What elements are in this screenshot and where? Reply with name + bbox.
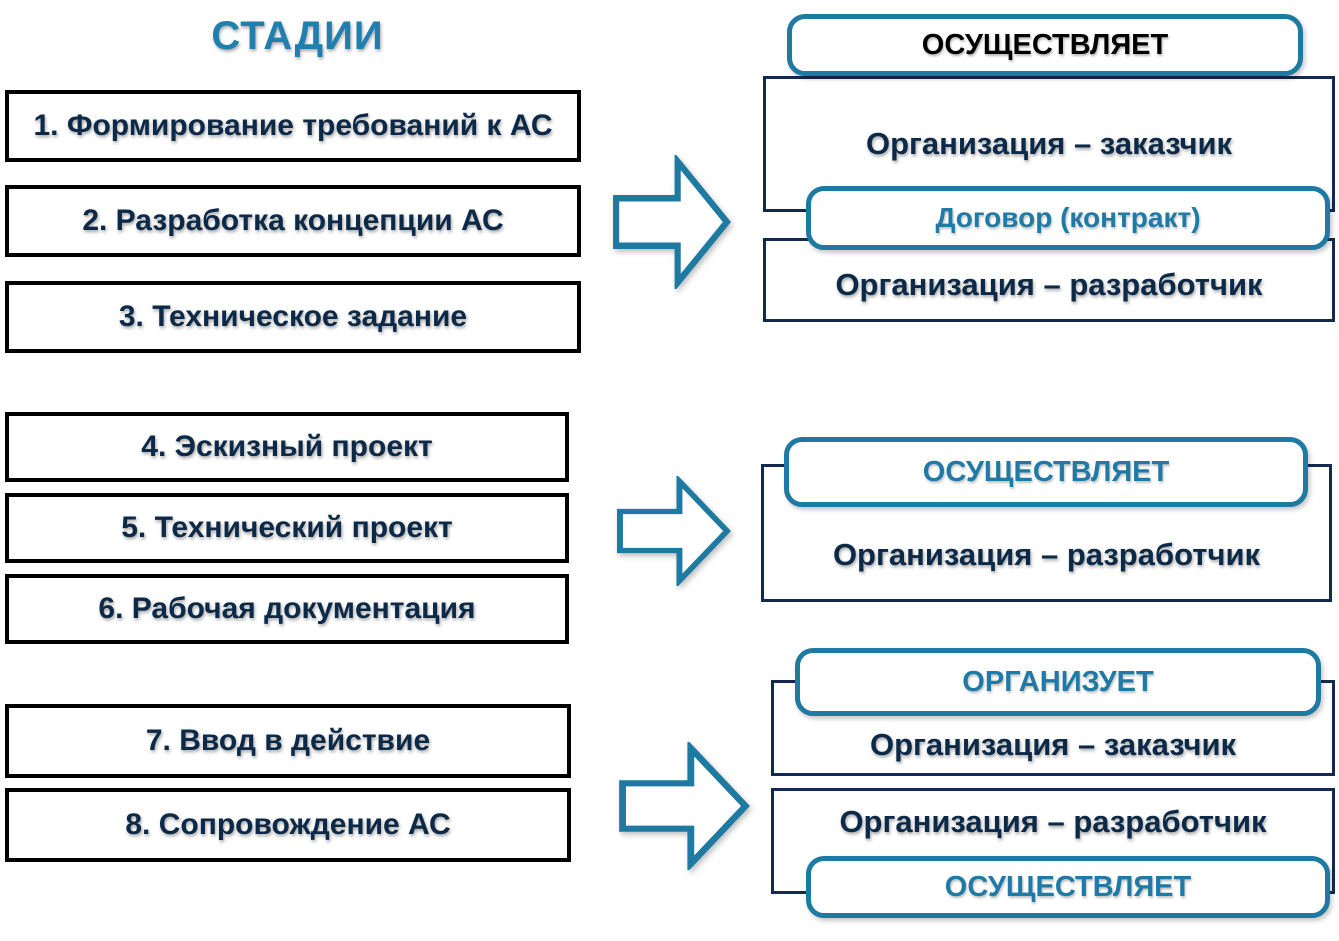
developer-org-box: Организация – разработчик xyxy=(771,788,1335,894)
developer-org-box: Организация – разработчик xyxy=(763,238,1335,322)
stage-box-7: 7. Ввод в действие xyxy=(5,704,571,778)
group2-header-carries-out: ОСУЩЕСТВЛЯЕТ xyxy=(784,437,1308,507)
stage-box-3: 3. Техническое задание xyxy=(5,281,581,353)
stage-box-2: 2. Разработка концепции АС xyxy=(5,185,581,257)
right-arrow-icon xyxy=(616,476,731,586)
contract-box: Договор (контракт) xyxy=(806,186,1330,250)
customer-org-box: Организация – заказчик xyxy=(763,76,1335,212)
stage-box-1: 1. Формирование требований к АС xyxy=(5,90,581,162)
group1-header-carries-out: ОСУЩЕСТВЛЯЕТ xyxy=(787,14,1303,76)
stage-box-8: 8. Сопровождение АС xyxy=(5,788,571,862)
right-arrow-icon xyxy=(618,742,750,870)
stage-box-5: 5. Технический проект xyxy=(5,493,569,563)
customer-org-box: Организация – заказчик xyxy=(771,680,1335,776)
stage-box-4: 4. Эскизный проект xyxy=(5,412,569,482)
page-title: СТАДИИ xyxy=(211,14,384,58)
group3-header-organizes: ОРГАНИЗУЕТ xyxy=(795,648,1321,716)
group3-footer-carries-out: ОСУЩЕСТВЛЯЕТ xyxy=(806,856,1330,918)
stage-box-6: 6. Рабочая документация xyxy=(5,574,569,644)
right-arrow-icon xyxy=(612,155,731,289)
developer-org-box: Организация – разработчик xyxy=(761,464,1332,602)
